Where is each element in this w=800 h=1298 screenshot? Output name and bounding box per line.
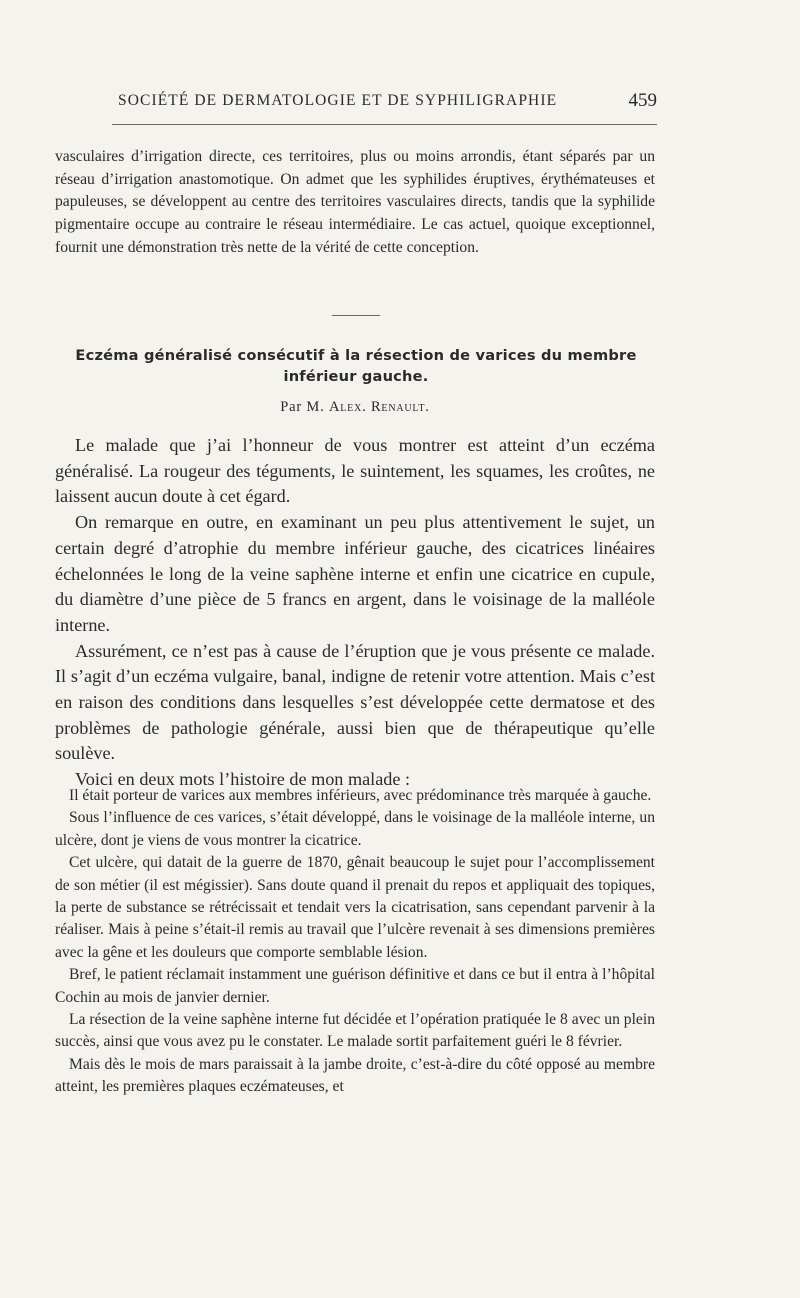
history-paragraph: Il était porteur de varices aux membres inférieurs, avec prédominance très marquée à gauche.: [69, 787, 652, 804]
history-paragraph: Sous l’influence de ces varices, s’était développé, dans le voisinage de la malléole interne, un ulcère, dont je viens de vous montrer la cicatrice.: [55, 809, 655, 849]
running-title: SOCIÉTÉ DE DERMATOLOGIE ET DE SYPHILIGRAPHIE: [118, 92, 558, 109]
history-paragraph: La résection de la veine saphène interne fut décidée et l’opération pratiquée le 8 avec un plein succès, ainsi que vous avez pu le constater. Le malade sortit parfaitement guéri le 8 février.: [55, 1011, 655, 1051]
byline: [120, 399, 590, 416]
page-number: 459: [628, 90, 657, 111]
body-paragraph: Le malade que j’ai l’honneur de vous montrer est atteint d’un eczéma généralisé. La rougeur des téguments, le suintement, les squames, les croûtes, ne laissent aucun doute à cet égard.: [55, 435, 655, 507]
article-body: [55, 433, 655, 793]
body-paragraph: Voici en deux mots l’histoire de mon malade :: [75, 769, 411, 790]
article-title: Eczéma généralisé consécutif à la résection de varices du membre inférieur gauche.: [75, 347, 637, 385]
intro-paragraph: vasculaires d’irrigation directe, ces territoires, plus ou moins arrondis, étant séparés par un réseau d’irrigation anastomotique. On admet que les syphilides éruptives, érythémateuses et papuleuses, se développent au centre des territoires vasculaires directs, tandis que la syphilide pigmentaire occupe au contraire le réseau intermédiaire. Le cas actuel, quoique exceptionnel, fournit une démonstration très nette de la vérité de cette conception.: [55, 148, 655, 256]
running-head: [112, 92, 657, 116]
history-paragraph: Mais dès le mois de mars paraissait à la jambe droite, c’est-à-dire du côté opposé au membre atteint, les premières plaques eczémateuses, et: [55, 1055, 655, 1096]
section-separator: [332, 315, 380, 316]
history-paragraph: Cet ulcère, qui datait de la guerre de 1870, gênait beaucoup le sujet pour l’accomplissement de son métier (il est mégissier). Sans doute quand il prenait du repos et appliquait des topiques, la perte de substance se rétrécissait et tendait vers la cicatrisation, sans cependant parvenir à la réaliser. Mais à peine s’était-il remis au travail que l’ulcère revenait à ses dimensions premières avec la gêne et les douleurs que comporte semblable lésion.: [55, 854, 655, 961]
case-history: [55, 785, 655, 1099]
body-paragraph: Assurément, ce n’est pas à cause de l’éruption que je vous présente ce malade. Il s’agit d’un eczéma vulgaire, banal, indigne de retenir votre attention. Mais c’est en raison des conditions dans lesquelles s’est développée cette dermatose et des problèmes de pathologie générale, aussi bien que de thérapeutique qu’elle soulève.: [55, 640, 655, 764]
byline-prefix: Par M.: [280, 399, 325, 415]
header-rule: [112, 124, 657, 125]
body-paragraph: On remarque en outre, en examinant un peu plus attentivement le sujet, un certain degré d’atrophie du membre inférieur gauche, des cicatrices linéaires échelonnées le long de la veine saphène interne et enfin une cicatrice en cupule, du diamètre d’une pièce de 5 francs en argent, dans le voisinage de la malléole interne.: [55, 512, 655, 635]
author-name: Alex. Renault.: [328, 399, 430, 415]
history-paragraph: Bref, le patient réclamait instamment une guérison définitive et dans ce but il entra à l’hôpital Cochin au mois de janvier dernier.: [55, 966, 655, 1006]
intro-section: [55, 146, 655, 260]
